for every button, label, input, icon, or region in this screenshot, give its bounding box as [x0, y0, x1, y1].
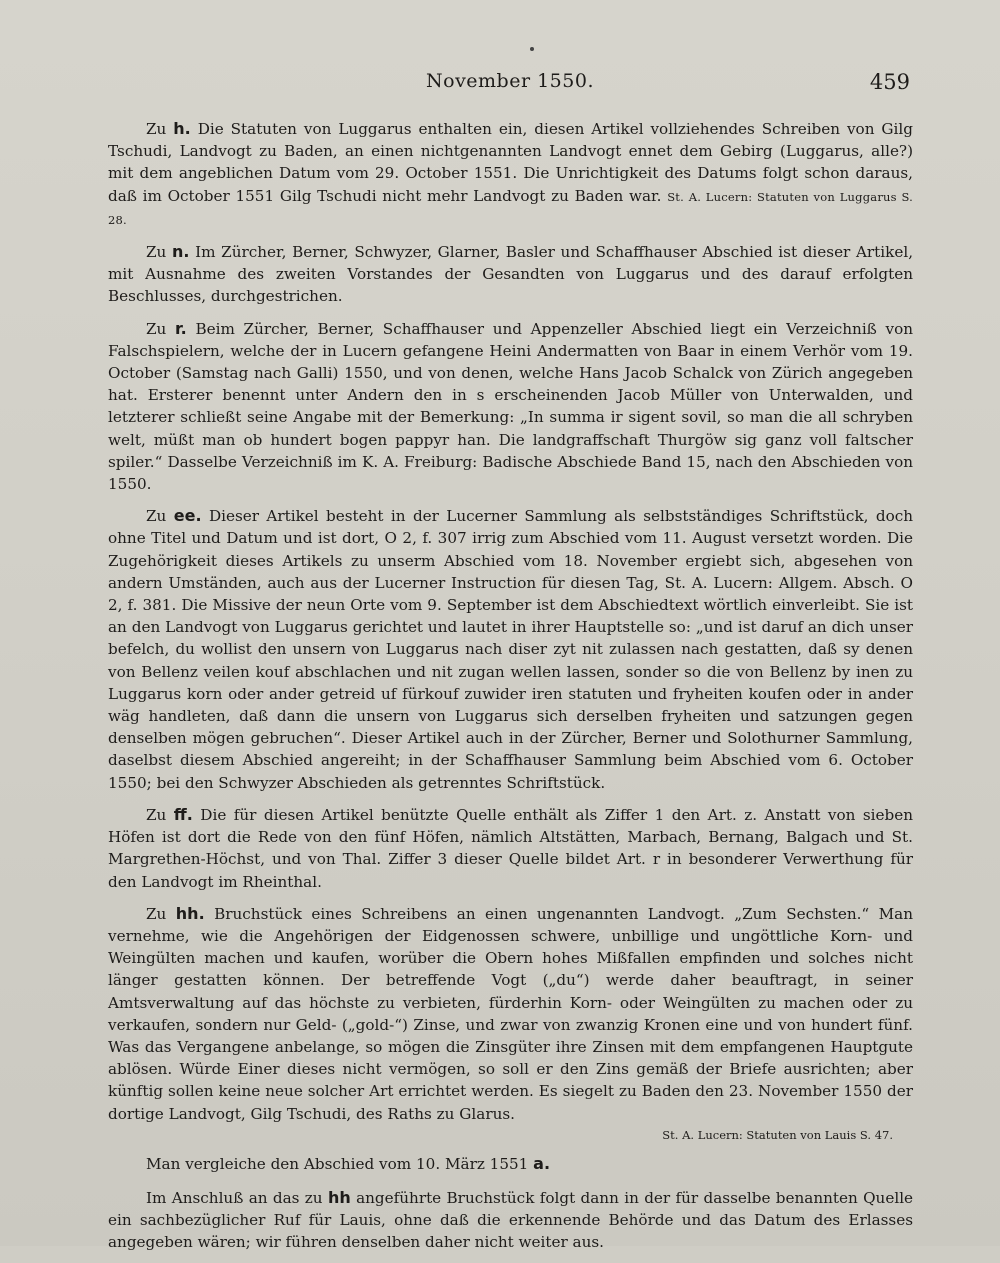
note-text: Die für diesen Artikel benützte Quelle enthält als Ziffer 1 den Art. z. Anstatt von sieben Höfen ist dort die Rede von den fünf Höfen, nämlich Altstätten, Marbach, Bernang, Balgach und St. Margrethen-Höchst, und von Thal. Ziffer 3 dieser Quelle bildet Art. r in besonderer Verwerthung für den Landvogt im Rheinthal. — [108, 805, 913, 891]
note-n — [108, 241, 913, 308]
note-key: hh. — [175, 903, 205, 923]
note-key: n. — [172, 242, 190, 262]
final-key: hh — [327, 1187, 351, 1207]
note-source: St. A. Lucern: Statuten von Luggarus S. 28. — [108, 189, 914, 227]
note-key: r. — [175, 318, 187, 338]
running-header — [108, 70, 910, 100]
note-key: h. — [173, 119, 191, 138]
ink-speck — [530, 47, 534, 51]
compare-text: Man vergleiche den Abschied vom 10. März 1551 — [146, 1154, 529, 1173]
note-r — [108, 318, 913, 496]
note-prefix: Zu — [146, 507, 167, 526]
final-before: Im Anschluß an das zu — [146, 1188, 323, 1207]
final-paragraph — [108, 1187, 913, 1254]
note-h — [108, 118, 913, 231]
note-prefix: Zu — [146, 805, 167, 824]
note-prefix: Zu — [146, 243, 167, 262]
compare-key: a. — [533, 1153, 551, 1173]
page-number: 459 — [869, 70, 910, 94]
note-key: ff. — [173, 804, 193, 824]
header-month: November 1550. — [426, 70, 594, 92]
note-key: ee. — [173, 506, 202, 526]
note-ff — [108, 804, 913, 893]
note-prefix: Zu — [146, 319, 167, 338]
note-hh — [108, 903, 913, 1125]
page-content — [108, 118, 913, 1263]
note-text: Bruchstück eines Schreibens an einen ungenannten Landvogt. „Zum Sechsten.“ Man vernehme, wie die Angehörigen der Eidgenossen schwere, unbillige und ungöttliche Korn- und Weingülten machen und kaufen, worüber die Obern hohes Mißfallen empfinden und solches nicht länger gestatten können. Der betreffende Vogt („du“) werde daher beauftragt, in seiner Amtsverwaltung auf das höchste zu verbieten, fürderhin Korn- oder Weingülten zu machen oder zu verkaufen, sondern nur Geld- („gold-“) Zinse, und zwar von zwanzig Kronen eine und von hundert fünf. Was das Vergangene anbelange, so mögen die Zinsgüter ihre Zinsen mit dem empfangenen Hauptgute ablösen. Würde Einer dieses nicht vermögen, so soll er den Zins gemäß der Briefe ausrichten; aber künftig sollen keine neue solcher Art errichtet werden. Es siegelt zu Baden den 23. November 1550 der dortige Landvogt, Gilg Tschudi, des Raths zu Glarus. — [108, 904, 914, 1123]
note-text: Beim Zürcher, Berner, Schaffhauser und Appenzeller Abschied liegt ein Verzeichniß von Falschspielern, welche der in Lucern gefangene Heini Andermatten von Baar in einem Verhör vom 19. October (Samstag nach Galli) 1550, und von denen, welche Hans Jacob Schalck von Zürich angegeben hat. Ersterer benennt unter Andern den in s erscheinenden Jacob Müller von Unterwalden, und letzterer schließt seine Angabe mit der Bemerkung: „In summa ir sigent sovil, so man die all schryben welt, müßt man ob hundert bogen pappyr han. Die landgraffschaft Thurgöw sig ganz voll faltscher spiler.“ Dasselbe Verzeichniß im K. A. Freiburg: Badische Abschiede Band 15, nach den Abschieden von 1550. — [108, 319, 914, 494]
note-prefix: Zu — [146, 904, 167, 923]
note-ee — [108, 505, 913, 794]
final-after: angeführte Bruchstück folgt dann in der für dasselbe benannten Quelle ein sachbezüglicher Ruf für Lauis, ohne daß die erkennende Behörde und das Datum des Erlasses angegeben wären; wir führen denselben daher nicht weiter aus. — [108, 1188, 914, 1252]
note-text: Im Zürcher, Berner, Schwyzer, Glarner, Basler und Schaffhauser Abschied ist dieser Artikel, mit Ausnahme des zweiten Vorstandes der Gesandten von Luggarus und des darauf erfolgten Beschlusses, durchgestrichen. — [108, 243, 914, 306]
note-text: Die Statuten von Luggarus enthalten ein, diesen Artikel vollziehendes Schreiben von Gilg Tschudi, Landvogt zu Baden, an einen nichtgenannten Landvogt ennet dem Gebirg (Luggarus, alle?) mit dem angeblichen Datum vom 29. October 1551. Die Unrichtigkeit des Datums folgt schon daraus, daß im October 1551 Gilg Tschudi nicht mehr Landvogt zu Baden war. — [108, 120, 913, 205]
note-prefix: Zu — [146, 120, 167, 138]
note-hh-source: St. A. Lucern: Statuten von Lauis S. 47. — [662, 1127, 893, 1142]
compare-line — [108, 1153, 913, 1175]
note-text: Dieser Artikel besteht in der Lucerner Sammlung als selbstständiges Schriftstück, doch ohne Titel und Datum und ist dort, O 2, f. 307 irrig zum Abschied vom 11. August versetzt worden. Die Zugehörigkeit dieses Artikels zu unserm Abschied vom 18. November ergiebt sich, abgesehen von andern Umständen, auch aus der Lucerner Instruction für diesen Tag, St. A. Lucern: Allgem. Absch. O 2, f. 381. Die Missive der neun Orte vom 9. September ist dem Abschiedtext wörtlich einverleibt. Sie ist an den Landvogt von Luggarus gerichtet und lautet in ihrer Hauptstelle so: „und ist daruf an dich unser befelch, du wollist den unsern von Luggarus nach diser zyt nit zulassen nach gestatten, daß sy denen von Bellenz veilen kouf abschlachen und nit zugan wellen lassen, sonder so die von Bellenz by inen zu Luggarus korn oder ander getreid uf fürkouf zuwider iren statuten und fryheiten koufen oder in ander wäg handleten, daß dann die unsern von Luggarus sich derselben fryheiten und satzungen gegen denselben mögen gebruchen“. Dieser Artikel auch in der Zürcher, Berner und Solothurner Sammlung, daselbst diesem Abschied angereiht; in der Schaffhauser Sammlung beim Abschied vom 6. October 1550; bei den Schwyzer Abschieden als getrenntes Schriftstück. — [108, 507, 914, 792]
